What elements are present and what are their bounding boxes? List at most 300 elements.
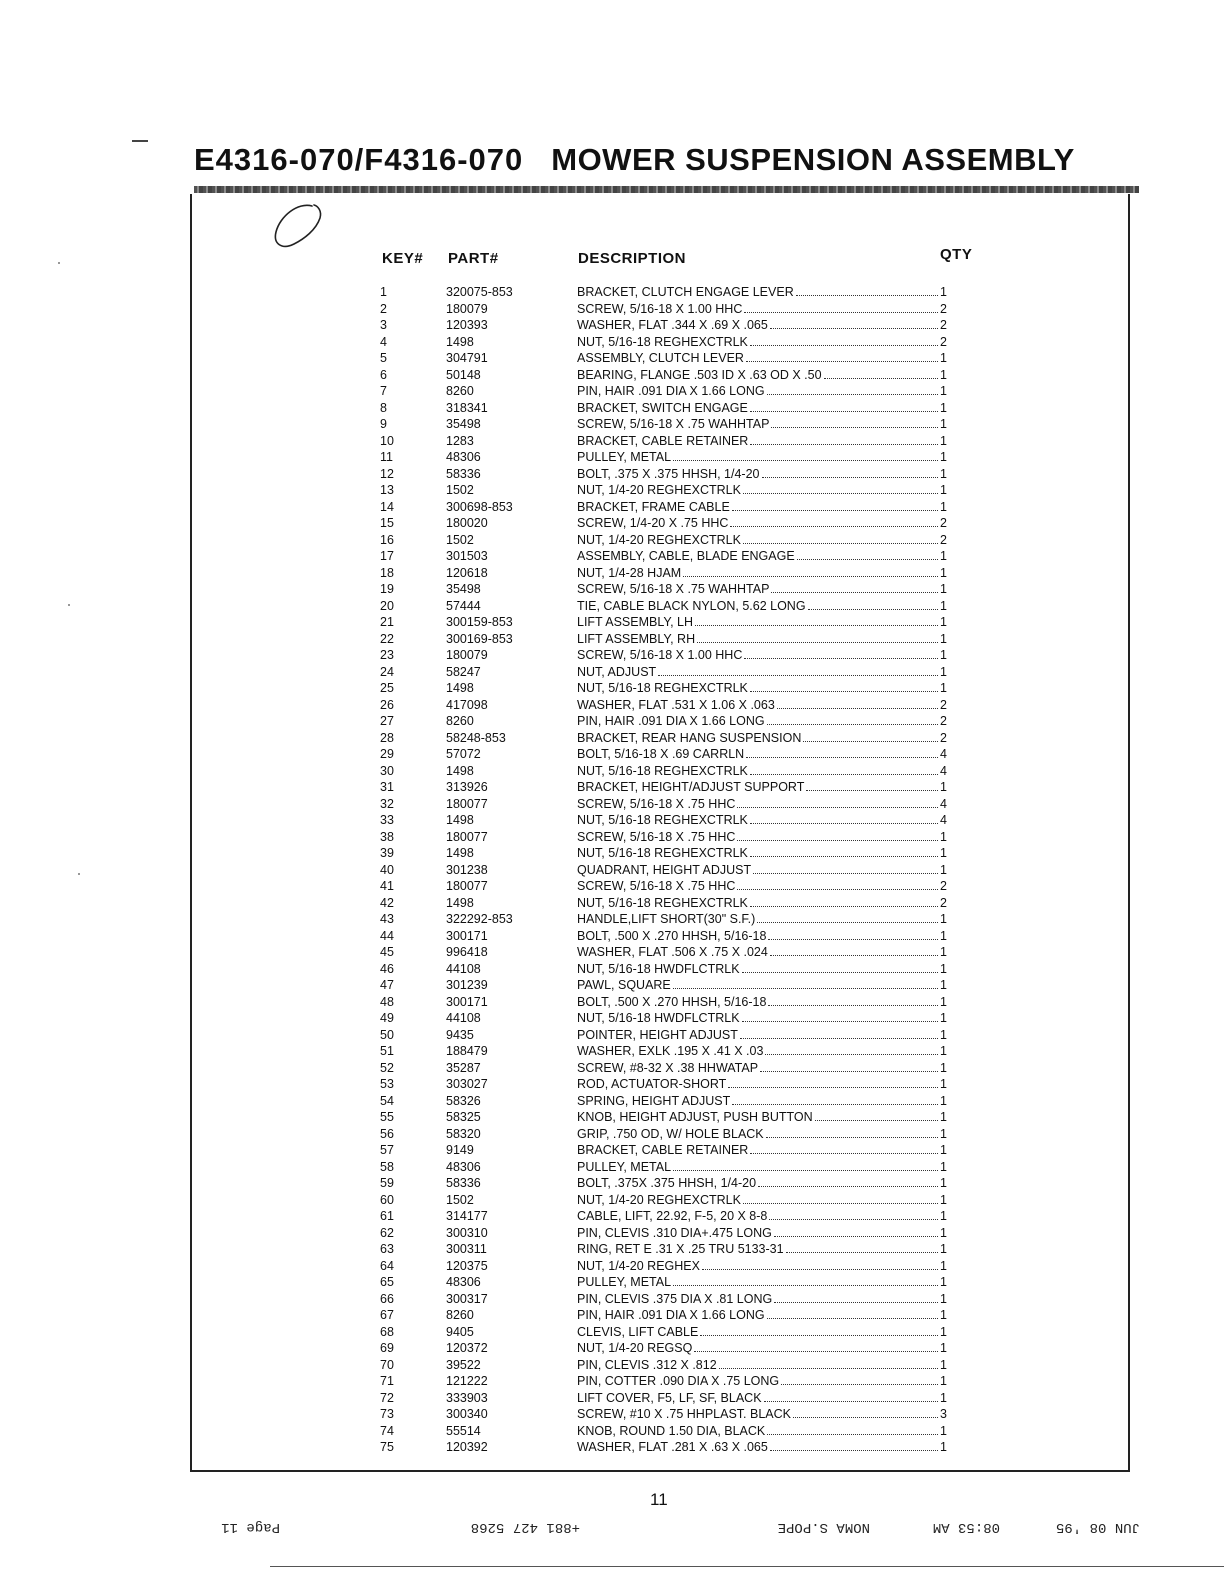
description-cell (577, 1208, 940, 1225)
table-row (370, 631, 955, 648)
description-cell (577, 1340, 940, 1357)
description: SCREW, 5/16-18 X 1.00 HHC (577, 301, 743, 316)
quantity: 1 (940, 1126, 947, 1141)
quantity: 1 (940, 1440, 947, 1454)
table-row (370, 1307, 955, 1324)
quantity: 2 (940, 318, 947, 332)
part-number: 1502 (446, 532, 474, 547)
table-row (370, 1093, 955, 1110)
description-cell (577, 499, 940, 516)
quantity: 1 (940, 862, 947, 877)
key-number: 64 (380, 1258, 394, 1273)
description-cell (577, 1307, 940, 1324)
table-row (370, 878, 955, 895)
description-cell (577, 1258, 940, 1275)
description: WASHER, FLAT .344 X .69 X .065 (577, 318, 768, 332)
quantity: 1 (940, 978, 947, 992)
description: BRACKET, REAR HANG SUSPENSION (577, 730, 802, 745)
dot-leader (746, 361, 938, 362)
part-number: 1283 (446, 433, 474, 448)
dot-leader (824, 378, 938, 379)
quantity: 1 (940, 1143, 947, 1157)
dot-leader (762, 477, 938, 478)
quantity: 2 (940, 879, 947, 893)
table-row (370, 1225, 955, 1242)
description: ASSEMBLY, CABLE, BLADE ENGAGE (577, 549, 795, 563)
key-number: 11 (380, 450, 393, 464)
key-number: 32 (380, 796, 394, 811)
description: NUT, 5/16-18 REGHEXCTRLK (577, 813, 748, 827)
scan-speck (58, 262, 60, 264)
table-row (370, 317, 955, 334)
quantity: 3 (940, 1407, 947, 1421)
dot-leader (793, 1417, 938, 1418)
table-row (370, 548, 955, 565)
description: SCREW, 1/4-20 X .75 HHC (577, 516, 729, 530)
description: ROD, ACTUATOR-SHORT (577, 1077, 727, 1091)
scan-speck (78, 873, 80, 875)
description: LIFT COVER, F5, LF, SF, BLACK (577, 1390, 762, 1405)
quantity: 1 (940, 1225, 947, 1240)
quantity: 1 (940, 1044, 947, 1058)
description-cell (577, 1423, 940, 1440)
dot-leader (737, 807, 938, 808)
quantity: 2 (940, 895, 947, 910)
dot-leader (796, 295, 938, 296)
dot-leader (743, 493, 938, 494)
part-number: 57444 (446, 598, 481, 613)
part-number: 35498 (446, 417, 481, 431)
part-number: 304791 (446, 351, 488, 365)
description-cell (577, 829, 940, 846)
description-cell (577, 911, 940, 928)
description-cell (577, 730, 940, 747)
description: POINTER, HEIGHT ADJUST (577, 1027, 738, 1042)
description: TIE, CABLE BLACK NYLON, 5.62 LONG (577, 598, 806, 613)
dot-leader (694, 1351, 938, 1352)
description-cell (577, 284, 940, 301)
part-number: 9405 (446, 1324, 474, 1339)
part-number: 180077 (446, 829, 488, 844)
key-number: 38 (380, 829, 394, 844)
table-row (370, 1208, 955, 1225)
description-cell (577, 1373, 940, 1390)
part-number: 120618 (446, 565, 488, 580)
description-cell (577, 1043, 940, 1060)
dot-leader (673, 988, 938, 989)
part-number: 300159-853 (446, 615, 513, 629)
dot-leader (771, 427, 938, 428)
key-number: 7 (380, 384, 387, 398)
quantity: 1 (940, 1291, 947, 1306)
description: CLEVIS, LIFT CABLE (577, 1324, 699, 1339)
description-cell (577, 383, 940, 400)
part-number: 50148 (446, 367, 481, 382)
dot-leader (658, 675, 938, 676)
fax-sender: NOMA S.POPE (777, 1519, 870, 1535)
description-cell (577, 994, 940, 1011)
part-number: 58326 (446, 1093, 481, 1108)
description: SCREW, 5/16-18 X .75 WAHHTAP (577, 582, 770, 596)
quantity: 1 (940, 598, 947, 613)
quantity: 1 (940, 1110, 947, 1124)
table-row (370, 433, 955, 450)
description: PIN, CLEVIS .310 DIA+.475 LONG (577, 1225, 772, 1240)
description-cell (577, 680, 940, 697)
table-row (370, 532, 955, 549)
part-number: 58247 (446, 664, 481, 679)
quantity: 2 (940, 301, 947, 316)
part-number: 180077 (446, 879, 488, 893)
key-number: 61 (380, 1209, 394, 1223)
part-number: 180079 (446, 648, 488, 662)
key-number: 40 (380, 862, 394, 877)
description: BOLT, 5/16-18 X .69 CARRLN (577, 747, 745, 761)
dot-leader (743, 543, 938, 544)
description: PIN, HAIR .091 DIA X 1.66 LONG (577, 384, 765, 398)
part-number: 58248-853 (446, 730, 506, 745)
dot-leader (744, 312, 938, 313)
key-number: 43 (380, 912, 394, 926)
key-number: 25 (380, 681, 394, 695)
description: BOLT, .500 X .270 HHSH, 5/16-18 (577, 994, 767, 1009)
table-row (370, 1241, 955, 1258)
dot-leader (728, 1087, 938, 1088)
quantity: 1 (940, 1423, 947, 1438)
dot-leader (767, 1318, 938, 1319)
assembly-part-code: E4316-070/F4316-070 (194, 142, 524, 177)
description-cell (577, 895, 940, 912)
table-row (370, 1373, 955, 1390)
part-number: 48306 (446, 1275, 481, 1289)
description-cell (577, 400, 940, 417)
description-cell (577, 515, 940, 532)
description-cell (577, 350, 940, 367)
part-number: 300340 (446, 1407, 488, 1421)
description-cell (577, 367, 940, 384)
description-cell (577, 598, 940, 615)
description-cell (577, 565, 940, 582)
key-number: 27 (380, 714, 394, 728)
description: BRACKET, HEIGHT/ADJUST SUPPORT (577, 780, 805, 794)
part-number: 58325 (446, 1110, 481, 1124)
quantity: 1 (940, 1308, 947, 1322)
key-number: 31 (380, 780, 394, 794)
description: PIN, CLEVIS .312 X .812 (577, 1357, 717, 1372)
description-cell (577, 713, 940, 730)
description-cell (577, 1274, 940, 1291)
description-cell (577, 334, 940, 351)
dot-leader (750, 691, 938, 692)
description: PAWL, SQUARE (577, 978, 671, 992)
description-cell (577, 878, 940, 895)
table-row (370, 565, 955, 582)
dot-leader (758, 1186, 938, 1187)
table-row (370, 1076, 955, 1093)
column-header-description: DESCRIPTION (578, 250, 687, 267)
description-cell (577, 1142, 940, 1159)
quantity: 1 (940, 417, 947, 431)
part-number: 44108 (446, 961, 481, 976)
part-number: 300698-853 (446, 499, 513, 514)
description: NUT, 5/16-18 REGHEXCTRLK (577, 681, 748, 695)
table-row (370, 1109, 955, 1126)
key-number: 50 (380, 1027, 394, 1042)
key-number: 65 (380, 1275, 394, 1289)
quantity: 1 (940, 615, 947, 629)
quantity: 1 (940, 1258, 947, 1273)
key-number: 48 (380, 994, 394, 1009)
key-number: 16 (380, 532, 394, 547)
key-number: 42 (380, 895, 394, 910)
table-row (370, 845, 955, 862)
key-number: 28 (380, 730, 394, 745)
dot-leader (766, 1137, 938, 1138)
key-number: 20 (380, 598, 394, 613)
quantity: 1 (940, 582, 947, 596)
dot-leader (764, 1401, 938, 1402)
description: PULLEY, METAL (577, 1159, 672, 1174)
key-number: 60 (380, 1192, 394, 1207)
part-number: 301238 (446, 862, 488, 877)
dot-leader (750, 1153, 938, 1154)
key-number: 73 (380, 1407, 394, 1421)
description-cell (577, 697, 940, 714)
description: NUT, ADJUST (577, 664, 657, 679)
quantity: 1 (940, 400, 947, 415)
quantity: 2 (940, 334, 947, 349)
dot-leader (770, 1450, 938, 1451)
part-number: 301503 (446, 549, 488, 563)
part-number: 417098 (446, 697, 488, 712)
description: SCREW, 5/16-18 X .75 HHC (577, 796, 736, 811)
description: WASHER, EXLK .195 X .41 X .03 (577, 1044, 764, 1058)
quantity: 1 (940, 912, 947, 926)
description-cell (577, 746, 940, 763)
quantity: 1 (940, 664, 947, 679)
dot-leader (673, 460, 938, 461)
part-number: 120375 (446, 1258, 488, 1273)
parts-list (370, 284, 955, 1456)
dot-leader (750, 856, 938, 857)
dot-leader (750, 444, 938, 445)
description: BRACKET, CABLE RETAINER (577, 433, 749, 448)
key-number: 5 (380, 351, 387, 365)
fax-time: 08:53 AM (932, 1519, 1000, 1535)
key-number: 46 (380, 961, 394, 976)
quantity: 1 (940, 1324, 947, 1339)
part-number: 1502 (446, 1192, 474, 1207)
part-number: 318341 (446, 400, 488, 415)
quantity: 1 (940, 1390, 947, 1405)
dot-leader (774, 1302, 938, 1303)
quantity: 1 (940, 961, 947, 976)
description: NUT, 5/16-18 REGHEXCTRLK (577, 334, 748, 349)
dot-leader (765, 1054, 938, 1055)
description: BRACKET, CABLE RETAINER (577, 1143, 749, 1157)
dot-leader (740, 1038, 938, 1039)
description: WASHER, FLAT .281 X .63 X .065 (577, 1440, 768, 1454)
table-row (370, 862, 955, 879)
dot-leader (737, 889, 938, 890)
dot-leader (697, 642, 938, 643)
description-cell (577, 482, 940, 499)
description-cell (577, 779, 940, 796)
description: NUT, 1/4-20 REGHEXCTRLK (577, 1192, 741, 1207)
table-row (370, 1159, 955, 1176)
description-cell (577, 1027, 940, 1044)
description-cell (577, 1241, 940, 1258)
table-row (370, 1423, 955, 1440)
dot-leader (742, 972, 938, 973)
description-cell (577, 845, 940, 862)
dot-leader (750, 345, 938, 346)
key-number: 45 (380, 945, 394, 959)
description: PIN, HAIR .091 DIA X 1.66 LONG (577, 714, 765, 728)
key-number: 2 (380, 301, 387, 316)
description: CABLE, LIFT, 22.92, F-5, 20 X 8-8 (577, 1209, 768, 1223)
page-number: 11 (650, 1490, 668, 1509)
table-row (370, 1027, 955, 1044)
key-number: 33 (380, 813, 394, 827)
bottom-scan-rule (270, 1566, 1224, 1567)
table-row (370, 1126, 955, 1143)
description: SCREW, 5/16-18 X .75 WAHHTAP (577, 417, 770, 431)
key-number: 53 (380, 1077, 394, 1091)
quantity: 1 (940, 1374, 947, 1388)
dot-leader (757, 922, 938, 923)
dot-leader (777, 708, 938, 709)
description-cell (577, 614, 940, 631)
table-row (370, 367, 955, 384)
description-cell (577, 812, 940, 829)
description-cell (577, 647, 940, 664)
quantity: 2 (940, 516, 947, 530)
key-number: 4 (380, 334, 387, 349)
quantity: 1 (940, 351, 947, 365)
key-number: 10 (380, 433, 394, 448)
part-number: 8260 (446, 384, 474, 398)
quantity: 4 (940, 747, 947, 761)
dot-leader (760, 1071, 938, 1072)
key-number: 14 (380, 499, 394, 514)
part-number: 44108 (446, 1011, 481, 1025)
part-number: 58320 (446, 1126, 481, 1141)
part-number: 8260 (446, 714, 474, 728)
dot-leader (673, 1170, 938, 1171)
description: SCREW, #10 X .75 HHPLAST. BLACK (577, 1407, 791, 1421)
description-cell (577, 466, 940, 483)
description-cell (577, 1060, 940, 1077)
dot-leader (700, 1335, 938, 1336)
table-row (370, 383, 955, 400)
quantity: 1 (940, 1077, 947, 1091)
part-number: 313926 (446, 780, 488, 794)
description-cell (577, 1291, 940, 1308)
key-number: 67 (380, 1308, 394, 1322)
table-row (370, 466, 955, 483)
description-cell (577, 1225, 940, 1242)
key-number: 55 (380, 1110, 394, 1124)
description: NUT, 1/4-20 REGHEX (577, 1258, 700, 1273)
quantity: 1 (940, 1060, 947, 1075)
table-row (370, 713, 955, 730)
part-number: 9435 (446, 1027, 474, 1042)
key-number: 62 (380, 1225, 394, 1240)
quantity: 1 (940, 1093, 947, 1108)
table-row (370, 796, 955, 813)
column-header-qty: QTY (940, 246, 973, 263)
part-number: 48306 (446, 1159, 481, 1174)
part-number: 120393 (446, 318, 488, 332)
part-number: 333903 (446, 1390, 488, 1405)
dot-leader (806, 790, 938, 791)
fax-phone: +881 427 5268 (470, 1519, 580, 1535)
dot-leader (786, 1252, 938, 1253)
dot-leader (767, 1434, 938, 1435)
part-number: 300171 (446, 928, 488, 943)
description: BRACKET, CLUTCH ENGAGE LEVER (577, 285, 794, 299)
quantity: 2 (940, 730, 947, 745)
part-number: 996418 (446, 945, 488, 959)
part-number: 1498 (446, 895, 474, 910)
table-row (370, 911, 955, 928)
dot-leader (771, 592, 938, 593)
table-row (370, 1357, 955, 1374)
key-number: 18 (380, 565, 394, 580)
table-row (370, 746, 955, 763)
key-number: 6 (380, 367, 387, 382)
description: KNOB, ROUND 1.50 DIA, BLACK (577, 1423, 766, 1438)
dot-leader (737, 840, 938, 841)
part-number: 57072 (446, 747, 481, 761)
key-number: 9 (380, 417, 387, 431)
table-row (370, 301, 955, 318)
key-number: 24 (380, 664, 394, 679)
description: NUT, 1/4-20 REGSQ (577, 1341, 693, 1355)
part-number: 300317 (446, 1291, 488, 1306)
table-row (370, 680, 955, 697)
table-row (370, 812, 955, 829)
quantity: 4 (940, 813, 947, 827)
description-cell (577, 532, 940, 549)
description: NUT, 5/16-18 REGHEXCTRLK (577, 895, 748, 910)
description: ASSEMBLY, CLUTCH LEVER (577, 351, 744, 365)
key-number: 39 (380, 846, 394, 860)
table-row (370, 1192, 955, 1209)
part-number: 1502 (446, 483, 474, 497)
part-number: 9149 (446, 1143, 474, 1157)
part-number: 58336 (446, 1176, 481, 1190)
quantity: 1 (940, 549, 947, 563)
quantity: 2 (940, 697, 947, 712)
quantity: 1 (940, 466, 947, 481)
description-cell (577, 1109, 940, 1126)
description-cell (577, 1175, 940, 1192)
table-row (370, 1010, 955, 1027)
quantity: 1 (940, 945, 947, 959)
description: GRIP, .750 OD, W/ HOLE BLACK (577, 1126, 764, 1141)
key-number: 52 (380, 1060, 394, 1075)
dot-leader (808, 609, 938, 610)
quantity: 1 (940, 433, 947, 448)
key-number: 54 (380, 1093, 394, 1108)
quantity: 1 (940, 928, 947, 943)
table-row (370, 515, 955, 532)
quantity: 1 (940, 994, 947, 1009)
dot-leader (781, 1384, 938, 1385)
table-row (370, 779, 955, 796)
